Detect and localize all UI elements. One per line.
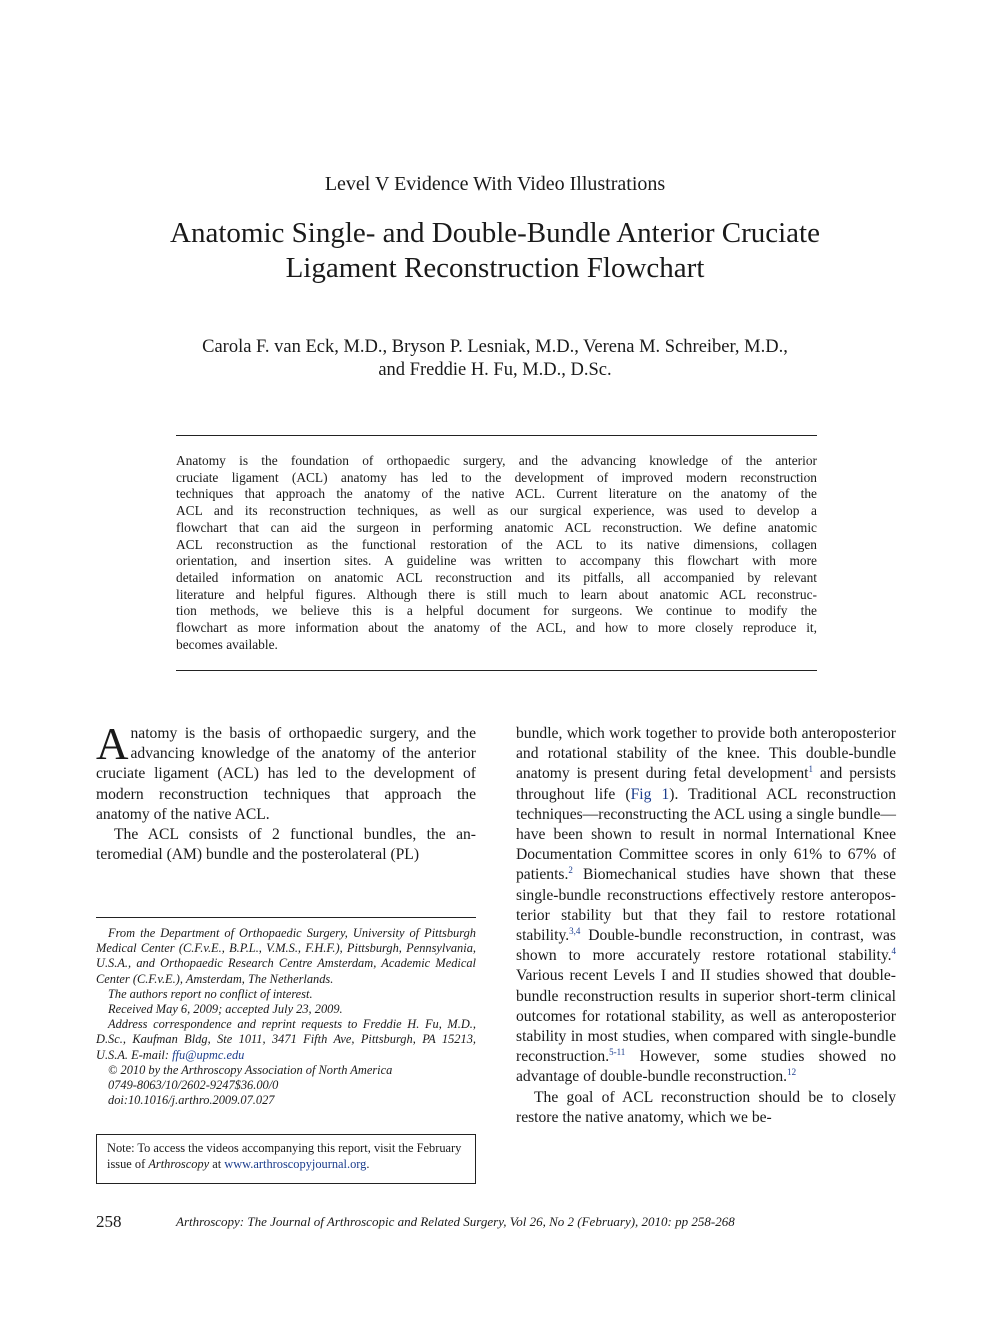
citation-link[interactable]: 3,4 — [569, 926, 581, 937]
abstract — [176, 453, 817, 653]
citation-link[interactable]: 2 — [568, 865, 573, 876]
footnote-rule — [96, 917, 476, 918]
body-column-right — [516, 724, 896, 1128]
copyright-note: © 2010 by the Arthroscopy Association of North America — [108, 1062, 393, 1077]
abstract-line: becomes available. — [176, 636, 278, 652]
page-number: 258 — [96, 1212, 122, 1231]
authors-line-2: and Freddie H. Fu, M.D., D.Sc. — [378, 360, 612, 380]
correspondence-note — [96, 1017, 476, 1063]
body-text: Double-bundle reconstruction, in contrast, was shown to more accurately restore rotational stability. — [516, 927, 896, 965]
video-note-box — [96, 1134, 476, 1184]
abstract-line: flowchart as more information about the anatomy of the ACL, and how to more closely reproduce it, — [176, 620, 817, 636]
author-list — [100, 336, 890, 382]
note-mid: at — [209, 1156, 225, 1171]
journal-citation: Arthroscopy: The Journal of Arthroscopic and Related Surgery, Vol 26, No 2 (February), 2010: pp 258-268 — [176, 1214, 735, 1229]
abstract-line: ACL reconstruction as the functional restoration of the ACL to its native dimensions, collagen — [176, 536, 817, 552]
intro-text: natomy is the basis of orthopaedic surgery, and the advancing knowledge of the anatomy of the anterior cruciate ligament (ACL) has led to the development of modern reconstruction techniques that approach the anatomy of the native ACL. — [96, 725, 476, 823]
abstract-line: techniques that approach the anatomy of the native ACL. Current literature on the anatomy of the — [176, 486, 817, 502]
journal-website-link[interactable]: www.arthroscopyjournal.org — [224, 1156, 367, 1171]
abstract-line: cruciate ligament (ACL) anatomy has led to the development of improved modern reconstruction — [176, 469, 817, 485]
goal-paragraph: The goal of ACL reconstruction should be to closely restore the native anatomy, which we be- — [516, 1088, 896, 1126]
doi-note: doi:10.1016/j.arthro.2009.07.027 — [108, 1093, 275, 1108]
body-text: bundle, which work together to provide both anteroposterior and rotational stability of the knee. This double-bundle anatomy is present during fetal development — [516, 725, 896, 783]
abstract-bottom-rule — [176, 670, 817, 671]
abstract-line: ACL and its reconstruction techniques, as well as our surgical experience, was used to develop a — [176, 503, 817, 519]
body-text: Biomechanical studies have shown that these single-bundle reconstructions effectively restore anteroposterior stability but that they fail to restore rotational stability. — [516, 866, 896, 945]
acl-bundles-paragraph: The ACL consists of 2 functional bundles, the anteromedial (AM) bundle and the posterolateral (PL) — [96, 826, 476, 864]
note-prefix: Note: To access the videos accompanying this report, visit the February issue of — [107, 1141, 462, 1171]
series-label: Level V Evidence With Video Illustrations — [324, 173, 666, 195]
received-note: Received May 6, 2009; accepted July 23, 2009. — [108, 1002, 343, 1017]
bundle-paragraph — [516, 724, 896, 1088]
citation-link[interactable]: 12 — [787, 1067, 797, 1078]
conflict-note: The authors report no conflict of interest. — [108, 986, 313, 1001]
abstract-line: orientation, and insertion sites. A guideline was written to accompany this flowchart with more — [176, 553, 817, 569]
note-journal: Arthroscopy — [148, 1156, 210, 1171]
correspondence-text: Address correspondence and reprint requests to Freddie H. Fu, M.D., D.Sc., Kaufman Bldg, Ste 1011, 3471 Fifth Ave, Pittsburgh, PA 15213, U.S.A. E-mail: — [96, 1017, 476, 1062]
email-link[interactable]: ffu@upmc.edu — [172, 1047, 245, 1062]
citation-link[interactable]: 5-11 — [609, 1047, 626, 1058]
body-column-left — [96, 719, 476, 865]
abstract-line: literature and helpful figures. Although there is still much to learn about anatomic ACL reconstruc- — [176, 586, 817, 602]
body-text: ). Traditional ACL reconstruction techniques—reconstructing the ACL using a single bundle—have been shown to result in normal International Knee Documentation Committee scores in only 61% to 67% of patients. — [516, 785, 896, 884]
title-line-1: Anatomic Single- and Double-Bundle Anterior Cruciate — [170, 217, 820, 249]
article-title — [100, 216, 890, 286]
abstract-top-rule — [176, 435, 817, 436]
figure-1-link[interactable]: Fig 1 — [630, 785, 670, 803]
abstract-line: flowchart that can aid the surgeon in performing anatomic ACL reconstruction. We define anatomic — [176, 519, 817, 535]
abstract-line: Anatomy is the foundation of orthopaedic surgery, and the advancing knowledge of the anterior — [176, 453, 817, 468]
body-text: and persists throughout life ( — [516, 765, 896, 803]
abstract-line: detailed information on anatomic ACL reconstruction and its pitfalls, all accompanied by relevant — [176, 569, 817, 585]
footnotes — [96, 926, 476, 1108]
issn-note: 0749-8063/10/2602-9247$36.00/0 — [108, 1078, 279, 1093]
title-line-2: Ligament Reconstruction Flowchart — [285, 252, 705, 284]
intro-paragraph — [96, 719, 476, 825]
authors-line-1: Carola F. van Eck, M.D., Bryson P. Lesniak, M.D., Verena M. Schreiber, M.D., — [202, 337, 788, 357]
affiliation-note: From the Department of Orthopaedic Surgery, University of Pittsburgh Medical Center (C.F.v.E., B.P.L., V.M.S., F.H.F.), Pittsburgh, Pennsylvania, U.S.A., and Orthopaedic Research Centre Amsterdam, Academic Medical Center (C.F.v.E.), Amsterdam, The Netherlands. — [96, 926, 476, 986]
citation-link[interactable]: 4 — [891, 946, 896, 957]
body-text: However, some studies showed no advantage of double-bundle reconstruction. — [516, 1048, 896, 1086]
body-text: Various recent Levels I and II studies showed that double-bundle reconstruction results in superior short-term clinical outcomes for rotational stability, as well as anteroposterior stability in most studies, when compared with single-bundle reconstruction. — [516, 967, 896, 1066]
citation-link[interactable]: 1 — [808, 764, 813, 775]
abstract-line: tion methods, we believe this is a helpful document for surgeons. We continue to modify the — [176, 603, 817, 619]
drop-cap: A — [96, 719, 129, 769]
note-suffix: . — [366, 1156, 370, 1171]
